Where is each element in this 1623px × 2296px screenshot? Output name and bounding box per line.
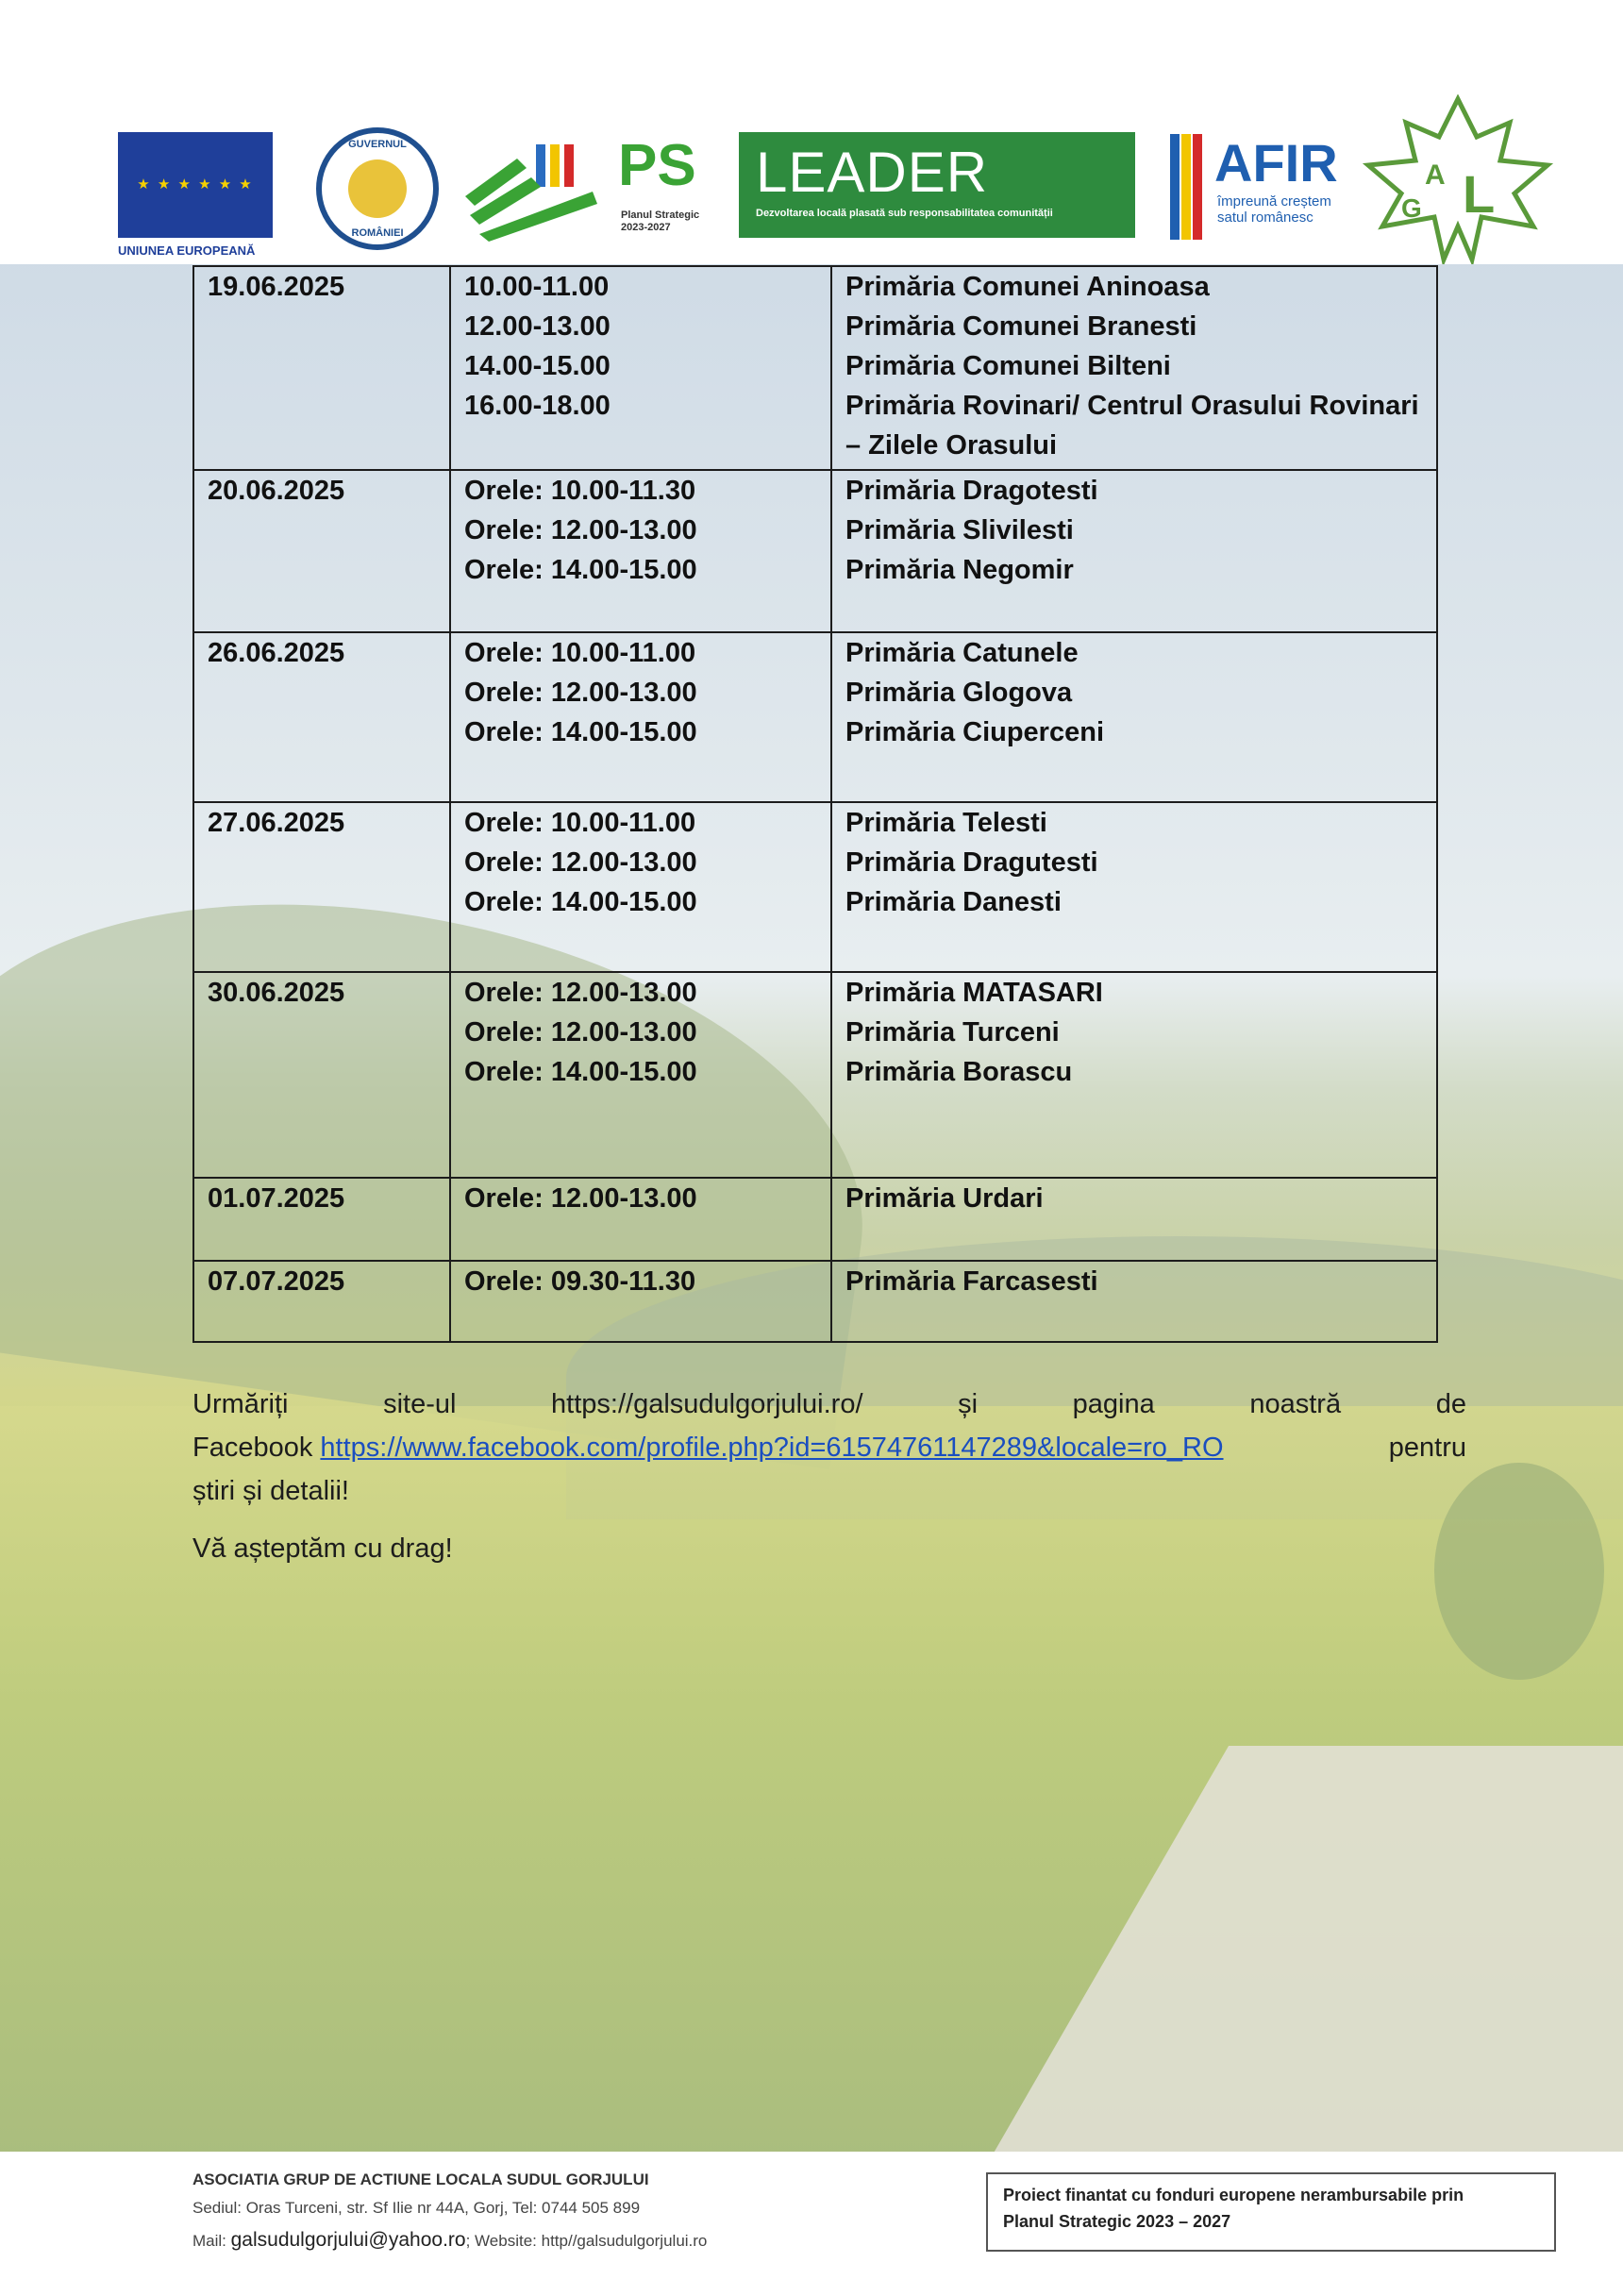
time-cell [450, 1261, 831, 1342]
time-slot: Orele: 09.30-11.30 [464, 1266, 696, 1297]
afir-flag-icon [1170, 134, 1202, 240]
paragraph-word: Urmăriți [192, 1389, 289, 1419]
leader-logo [739, 132, 1135, 238]
time-slot: Orele: 12.00-13.00 [464, 847, 697, 878]
date-cell [193, 802, 450, 972]
time-slot: Orele: 10.00-11.30 [464, 476, 696, 506]
time-slot: 12.00-13.00 [464, 311, 611, 342]
schedule-row [193, 1261, 1437, 1342]
footer-email: galsudulgorjului@yahoo.ro [230, 2229, 466, 2251]
location-name: Primăria Rovinari/ Centrul Orasului Rovinari [845, 391, 1419, 421]
location-name: Primăria Danesti [845, 887, 1062, 917]
time-cell [450, 802, 831, 972]
location-cell [831, 1178, 1437, 1261]
afir-logo-subtitle [1217, 193, 1331, 226]
leader-subtitle: Dezvoltarea locală plasată sub responsabilitatea comunității [756, 208, 1053, 219]
location-cell [831, 1261, 1437, 1342]
leader-title: LEADER [756, 141, 989, 204]
footer-address: Sediul: Oras Turceni, str. Sf Ilie nr 44A, Gorj, Tel: 0744 505 899 [192, 2199, 641, 2217]
paragraph-word [192, 1426, 1224, 1469]
time-slot: Orele: 14.00-15.00 [464, 1057, 697, 1087]
location-name: Primăria Ciuperceni [845, 717, 1104, 747]
facebook-link[interactable]: https://www.facebook.com/profile.php?id=61574761147289&locale=ro_RO [320, 1433, 1224, 1463]
time-slot: Orele: 12.00-13.00 [464, 1017, 697, 1047]
ps-logo-subtitle [621, 209, 699, 234]
date-cell [193, 470, 450, 632]
date-text: 07.07.2025 [208, 1266, 345, 1297]
schedule-row [193, 470, 1437, 632]
location-name: Primăria Dragutesti [845, 847, 1098, 878]
schedule-table [192, 265, 1438, 1343]
eu-flag-logo [118, 132, 273, 238]
time-cell [450, 470, 831, 632]
location-name: Primăria Catunele [845, 638, 1079, 668]
time-cell [450, 1178, 831, 1261]
footer-website-label: ; Website: [465, 2232, 542, 2250]
time-slot: Orele: 12.00-13.00 [464, 1183, 697, 1214]
time-slot: Orele: 14.00-15.00 [464, 717, 697, 747]
logo-header [0, 0, 1623, 264]
location-name: Primăria Comunei Bilteni [845, 351, 1171, 381]
svg-text:G: G [1401, 193, 1422, 223]
time-slot: 16.00-18.00 [464, 391, 611, 421]
location-cell [831, 266, 1437, 470]
eu-stars-icon: ★ ★ ★ ★ ★ ★ [137, 176, 254, 193]
date-cell [193, 632, 450, 802]
date-text: 01.07.2025 [208, 1183, 345, 1214]
paragraph-word: pagina [1072, 1389, 1155, 1419]
follow-paragraph [192, 1383, 1466, 1513]
location-name: Primăria Telesti [845, 808, 1047, 838]
funding-notice-box [986, 2172, 1556, 2252]
ps-subtitle-line: 2023-2027 [621, 222, 671, 233]
coat-of-arms-icon [348, 159, 407, 218]
paragraph-line [192, 1383, 1466, 1426]
paragraph-word: Facebook [192, 1433, 313, 1463]
footer-website: http//galsudulgorjului.ro [541, 2232, 708, 2250]
schedule-row [193, 632, 1437, 802]
location-name: Primăria Slivilesti [845, 515, 1074, 545]
afir-subtitle-line: împreună creștem [1217, 193, 1331, 209]
footer-organization: ASOCIATIA GRUP DE ACTIUNE LOCALA SUDUL GORJULUI [192, 2170, 649, 2188]
date-text: 30.06.2025 [208, 978, 345, 1008]
footer-mail-label: Mail: [192, 2232, 231, 2250]
location-name: – Zilele Orasului [845, 430, 1058, 461]
website-url-text: https://galsudulgorjului.ro/ [551, 1389, 863, 1419]
location-name: Primăria MATASARI [845, 978, 1103, 1008]
eu-label: UNIUNEA EUROPEANĂ [118, 243, 256, 258]
paragraph-line [192, 1426, 1466, 1469]
time-slot: Orele: 10.00-11.00 [464, 638, 696, 668]
time-slot: Orele: 12.00-13.00 [464, 678, 697, 708]
afir-logo-title: AFIR [1214, 133, 1338, 193]
date-text: 27.06.2025 [208, 808, 345, 838]
location-name: Primăria Glogova [845, 678, 1073, 708]
gov-seal-top-text: GUVERNUL [348, 139, 407, 150]
time-cell [450, 266, 831, 470]
closing-text: Vă așteptăm cu drag! [192, 1533, 453, 1564]
paragraph-word: site-ul [383, 1389, 457, 1419]
paragraph-word: pentru [1388, 1433, 1466, 1463]
date-cell [193, 1178, 450, 1261]
location-name: Primăria Dragotesti [845, 476, 1098, 506]
svg-text:L: L [1463, 164, 1496, 224]
footer [0, 2152, 1623, 2296]
location-cell [831, 972, 1437, 1178]
funding-notice-line: Planul Strategic 2023 – 2027 [1003, 2212, 1231, 2231]
gal-leaf-logo-icon [1359, 94, 1557, 264]
location-name: Primăria Urdari [845, 1183, 1044, 1214]
paragraph-word: de [1435, 1389, 1466, 1419]
gov-seal-bottom-text: ROMÂNIEI [351, 227, 404, 239]
location-cell [831, 470, 1437, 632]
date-cell [193, 1261, 450, 1342]
ps-logo-mark-icon [460, 140, 602, 243]
time-slot: Orele: 10.00-11.00 [464, 808, 696, 838]
time-slot: 14.00-15.00 [464, 351, 611, 381]
time-slot: Orele: 12.00-13.00 [464, 978, 697, 1008]
schedule-row [193, 972, 1437, 1178]
time-cell [450, 632, 831, 802]
paragraph-word: și [958, 1389, 979, 1419]
svg-text:A: A [1425, 159, 1446, 191]
location-cell [831, 802, 1437, 972]
ps-subtitle-line: Planul Strategic [621, 209, 700, 221]
funding-notice-line: Proiect finantat cu fonduri europene nerambursabile prin [1003, 2186, 1464, 2204]
date-cell [193, 972, 450, 1178]
location-name: Primăria Comunei Aninoasa [845, 272, 1210, 302]
schedule-row [193, 266, 1437, 470]
location-cell [831, 632, 1437, 802]
location-name: Primăria Farcasesti [845, 1266, 1098, 1297]
date-text: 20.06.2025 [208, 476, 345, 506]
government-seal-logo [316, 127, 439, 250]
schedule-row [193, 802, 1437, 972]
time-slot: Orele: 14.00-15.00 [464, 555, 697, 585]
location-name: Primăria Negomir [845, 555, 1074, 585]
paragraph-word: noastră [1249, 1389, 1342, 1419]
afir-subtitle-line: satul românesc [1217, 209, 1313, 226]
date-text: 19.06.2025 [208, 272, 345, 302]
date-text: 26.06.2025 [208, 638, 345, 668]
location-name: Primăria Comunei Branesti [845, 311, 1197, 342]
schedule-row [193, 1178, 1437, 1261]
footer-contact [192, 2229, 707, 2252]
date-cell [193, 266, 450, 470]
ps-logo-title: PS [618, 133, 696, 198]
location-name: Primăria Turceni [845, 1017, 1060, 1047]
paragraph-line: știri și detalii! [192, 1476, 349, 1506]
time-slot: 10.00-11.00 [464, 272, 610, 302]
time-cell [450, 972, 831, 1178]
location-name: Primăria Borascu [845, 1057, 1073, 1087]
time-slot: Orele: 12.00-13.00 [464, 515, 697, 545]
time-slot: Orele: 14.00-15.00 [464, 887, 697, 917]
